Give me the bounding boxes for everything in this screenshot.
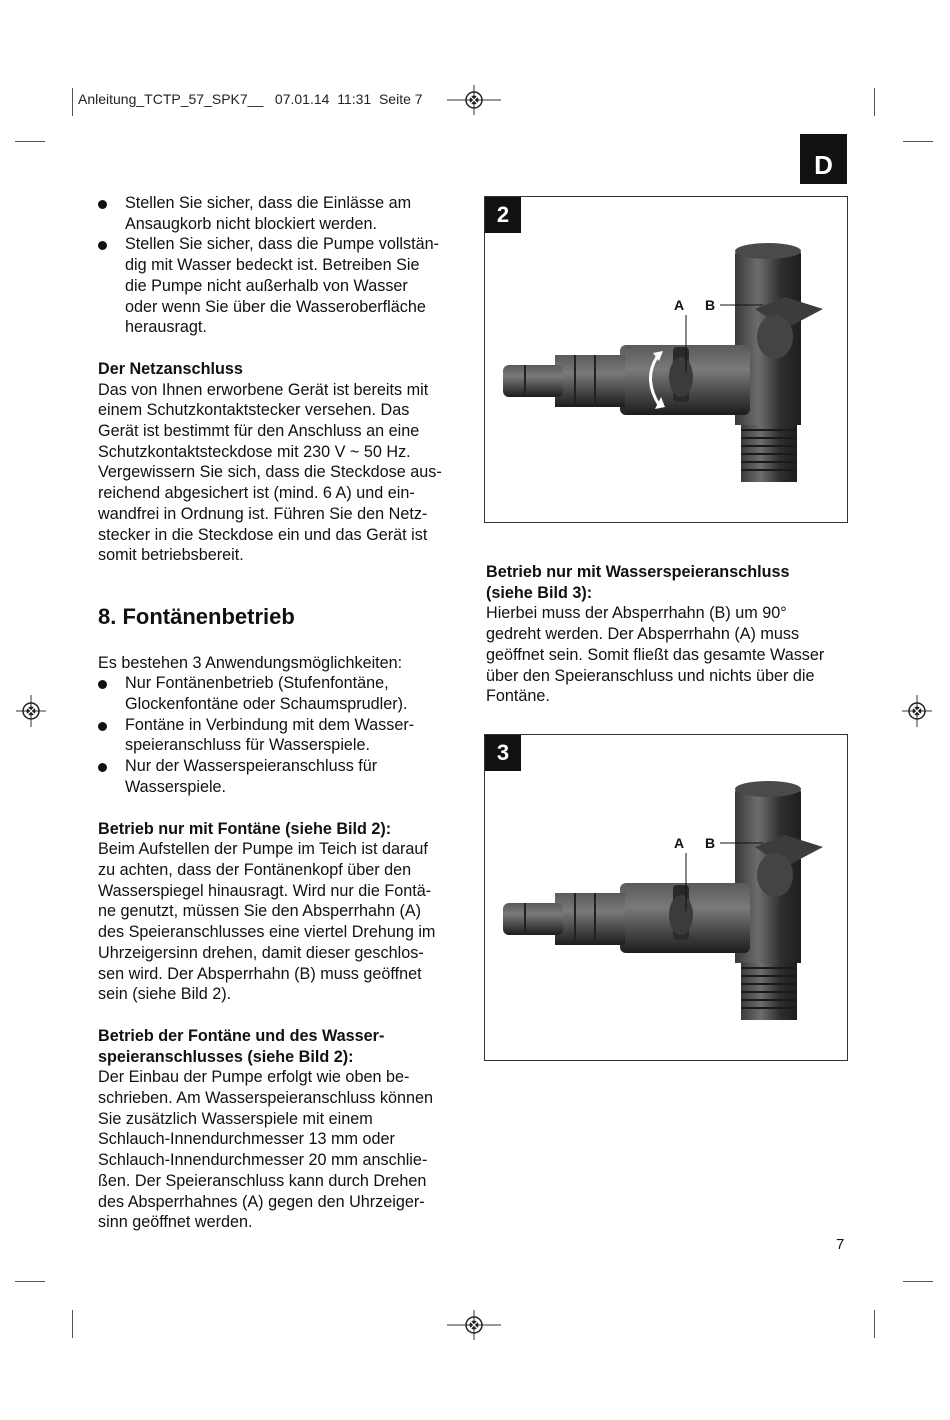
figure-number: 2 [485, 197, 521, 233]
figure-number: 3 [485, 735, 521, 771]
section-title: 8. Fontänenbetrieb [98, 603, 295, 629]
netz-body: Das von Ihnen erworbene Gerät ist bereits mit einem Schutzkontaktstecker versehen. Das Gerät ist bestimmt für den Anschluss an eine Schutzkontaktsteckdose mit 230 V ~ 50 Hz. Vergewissern Sie sich, dass die Steckdose aus- reichend abgesichert ist (mind. 6 A) und ein- wandfrei in Ordnung ist. Führen Sie den Netz- stecker in die Steckdose ein und das Gerät ist somit betriebsbereit. [98, 380, 442, 565]
slug-date: 07.01.14 [274, 91, 330, 107]
netz-heading: Der Netzanschluss [98, 359, 243, 378]
language-tab-label: D [814, 150, 833, 180]
both-heading: Betrieb der Fontäne und des Wasser- speieranschlusses (siehe Bild 2): [98, 1026, 385, 1066]
crop-mark [874, 88, 875, 116]
crop-mark [903, 1281, 933, 1282]
language-tab [800, 134, 847, 184]
bullet-icon [98, 722, 107, 731]
slug-page: Seite 7 [378, 91, 423, 107]
label-a: A [674, 297, 685, 313]
intro-text: Es bestehen 3 Anwendungsmöglichkeiten: [98, 653, 403, 672]
crop-mark [874, 1310, 875, 1338]
fontaene-heading: Betrieb nur mit Fontäne (siehe Bild 2): [98, 819, 392, 838]
list-item-text: Nur der Wasserspeieranschluss für Wasserspiele. [125, 757, 378, 796]
page-number: 7 [836, 1236, 845, 1253]
valve-illustration-icon [485, 197, 847, 522]
figure-3 [484, 734, 848, 1061]
crop-mark [72, 1310, 73, 1338]
bullet-icon [98, 763, 107, 772]
figure-2 [484, 196, 848, 523]
list-item [98, 756, 468, 797]
slug-time: 11:31 [337, 91, 372, 107]
registration-mark-icon [16, 695, 46, 727]
registration-mark-icon [902, 695, 932, 727]
left-column [98, 193, 468, 1233]
list-item-text: Nur Fontänenbetrieb (Stufenfontäne, Glockenfontäne oder Schaumsprudler). [125, 674, 408, 714]
list-item-text: Stellen Sie sicher, dass die Einlässe am Ansaugkorb nicht blockiert werden. [125, 194, 412, 233]
registration-mark-icon [447, 85, 501, 115]
crop-mark [15, 1281, 45, 1282]
crop-mark [903, 141, 933, 142]
registration-mark-icon [447, 1310, 501, 1340]
speier-heading: Betrieb nur mit Wasserspeieranschluss (siehe Bild 3): [486, 563, 790, 602]
label-b: B [705, 835, 716, 851]
list-item-text: Fontäne in Verbindung mit dem Wasser- speieranschluss für Wasserspiele. [125, 715, 415, 755]
bullet-icon [98, 680, 107, 689]
both-body: Der Einbau der Pumpe erfolgt wie oben be- schrieben. Am Wasserspeieranschluss können Sie zusätzlich Wasserspiele mit einem Schlauch-Innendurchmesser 13 mm oder Schlauch-Innendurchmesser 20 mm anschlie- ßen. Der Speieranschluss kann durch Drehen des Absperrhahnes (A) gegen den Uhrzeiger- sinn geöffnet werden. [98, 1068, 434, 1232]
valve-illustration-icon [485, 735, 847, 1060]
list-item-text: Stellen Sie sicher, dass die Pumpe vollstän- dig mit Wasser bedeckt ist. Betreiben Sie die Pumpe nicht außerhalb von Wasser oder wenn Sie über die Wasseroberfläche herausragt. [125, 235, 440, 337]
bullet-icon [98, 200, 107, 209]
bullet-icon [98, 241, 107, 250]
speier-body: Hierbei muss der Absperrhahn (B) um 90° gedreht werden. Der Absperrhahn (A) muss geöffnet sein. Somit fließt das gesamte Wasser über den Speieranschluss und nichts über die Fontäne. [486, 604, 825, 706]
crop-mark [15, 141, 45, 142]
list-item [98, 234, 468, 338]
label-b: B [705, 297, 716, 313]
slug-filename: Anleitung_TCTP_57_SPK7__ [78, 91, 264, 107]
fontaene-body: Beim Aufstellen der Pumpe im Teich ist darauf zu achten, dass der Fontänenkopf über den Wasserspiegel hinausragt. Wird nur die Fontä- ne genutzt, müssen Sie den Absperrhahn (A) des Speieranschlusses eine viertel Drehung im Uhrzeigersinn drehen, damit dieser geschlos- sen wird. Der Absperrhahn (B) muss geöffnet sein (siehe Bild 2). [98, 840, 436, 1004]
right-column [486, 562, 846, 707]
list-item [98, 715, 468, 756]
print-slug [78, 91, 423, 107]
list-item [98, 193, 468, 234]
list-item [98, 673, 468, 714]
crop-mark [72, 88, 73, 116]
label-a: A [674, 835, 685, 851]
